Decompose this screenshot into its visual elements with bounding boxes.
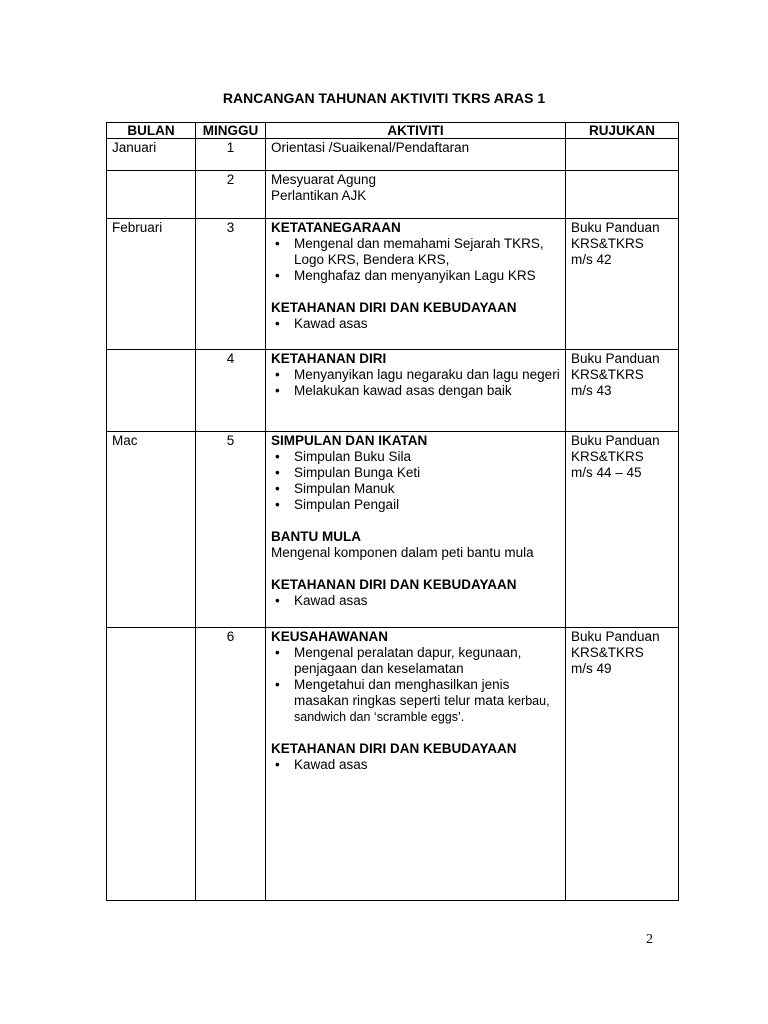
bulan-cell: Januari <box>107 139 196 171</box>
header-minggu: MINGGU <box>196 123 266 139</box>
section-heading: KETAHANAN DIRI DAN KEBUDAYAAN <box>271 741 517 756</box>
rujukan-line: Buku Panduan <box>571 220 660 235</box>
minggu-cell: 2 <box>196 171 266 219</box>
table-row <box>107 628 679 901</box>
page-number: 2 <box>646 932 653 947</box>
activity-text: Mengenal komponen dalam peti bantu mula <box>271 545 534 560</box>
rujukan-cell <box>566 432 679 628</box>
bullet-list <box>271 316 560 332</box>
activity-text: Orientasi /Suaikenal/Pendaftaran <box>271 140 470 155</box>
list-item: • Simpulan Bunga Keti <box>271 465 560 481</box>
activity-text: Perlantikan AJK <box>271 188 367 203</box>
rujukan-line: Buku Panduan <box>571 351 660 366</box>
rujukan-line: KRS&TKRS <box>571 236 644 251</box>
section-heading: KETAHANAN DIRI <box>271 351 387 366</box>
table-row <box>107 139 679 171</box>
list-item: • Kawad asas <box>271 757 560 773</box>
aktiviti-cell <box>266 139 566 171</box>
table-row <box>107 432 679 628</box>
rujukan-cell <box>566 139 679 171</box>
list-item: • Melakukan kawad asas dengan baik <box>271 383 560 399</box>
rujukan-line: Buku Panduan <box>571 433 660 448</box>
bullet-list <box>271 236 560 284</box>
minggu-cell: 4 <box>196 350 266 432</box>
rujukan-cell <box>566 350 679 432</box>
section-heading: KETAHANAN DIRI DAN KEBUDAYAAN <box>271 300 517 315</box>
bulan-cell <box>107 171 196 219</box>
minggu-cell: 5 <box>196 432 266 628</box>
header-bulan: BULAN <box>107 123 196 139</box>
minggu-cell: 3 <box>196 219 266 350</box>
rujukan-line: Buku Panduan <box>571 629 660 644</box>
list-item-text: Mengetahui dan menghasilkan jenis masakan ringkas seperti telur mata <box>294 677 510 708</box>
minggu-cell: 6 <box>196 628 266 901</box>
list-item: • Mengenal peralatan dapur, kegunaan, penjagaan dan keselamatan <box>271 645 560 677</box>
section-heading: KETAHANAN DIRI DAN KEBUDAYAAN <box>271 577 517 592</box>
rujukan-line: KRS&TKRS <box>571 367 644 382</box>
bullet-list <box>271 449 560 513</box>
bulan-cell <box>107 628 196 901</box>
list-item: • Menghafaz dan menyanyikan Lagu KRS <box>271 268 560 284</box>
rujukan-cell <box>566 628 679 901</box>
aktiviti-cell <box>266 171 566 219</box>
aktiviti-cell <box>266 432 566 628</box>
list-item: • Mengenal dan memahami Sejarah TKRS, Logo KRS, Bendera KRS, <box>271 236 560 268</box>
list-item: • Simpulan Buku Sila <box>271 449 560 465</box>
table-row <box>107 219 679 350</box>
rujukan-cell <box>566 219 679 350</box>
section-heading: BANTU MULA <box>271 529 361 544</box>
list-item: • Kawad asas <box>271 316 560 332</box>
section-heading: KETATANEGARAAN <box>271 220 401 235</box>
header-rujukan: RUJUKAN <box>566 123 679 139</box>
section-heading: SIMPULAN DAN IKATAN <box>271 433 428 448</box>
list-item: • Kawad asas <box>271 593 560 609</box>
bulan-cell <box>107 350 196 432</box>
aktiviti-cell <box>266 350 566 432</box>
table-header-row <box>107 123 679 139</box>
table-row <box>107 171 679 219</box>
rujukan-line: KRS&TKRS <box>571 645 644 660</box>
aktiviti-cell <box>266 628 566 901</box>
bullet-list <box>271 593 560 609</box>
rujukan-cell <box>566 171 679 219</box>
rujukan-line: m/s 44 – 45 <box>571 465 642 480</box>
bullet-list <box>271 645 560 725</box>
list-item: • Menyanyikan lagu negaraku dan lagu negeri <box>271 367 560 383</box>
bullet-list <box>271 757 560 773</box>
bulan-cell: Februari <box>107 219 196 350</box>
rujukan-line: m/s 42 <box>571 252 612 267</box>
document-title: RANCANGAN TAHUNAN AKTIVITI TKRS ARAS 1 <box>222 90 546 106</box>
activity-table <box>106 122 679 901</box>
section-heading: KEUSAHAWANAN <box>271 629 389 644</box>
table-row <box>107 350 679 432</box>
activity-text: Mesyuarat Agung <box>271 172 377 187</box>
list-item-text: kerbau, sandwich dan ‘scramble eggs’. <box>294 694 550 724</box>
aktiviti-cell <box>266 219 566 350</box>
rujukan-line: m/s 49 <box>571 661 612 676</box>
list-item: • Simpulan Manuk <box>271 481 560 497</box>
header-aktiviti: AKTIVITI <box>266 123 566 139</box>
bullet-list <box>271 367 560 399</box>
rujukan-line: KRS&TKRS <box>571 449 644 464</box>
rujukan-line: m/s 43 <box>571 383 612 398</box>
list-item <box>271 677 560 725</box>
bulan-cell: Mac <box>107 432 196 628</box>
minggu-cell: 1 <box>196 139 266 171</box>
list-item: • Simpulan Pengail <box>271 497 560 513</box>
